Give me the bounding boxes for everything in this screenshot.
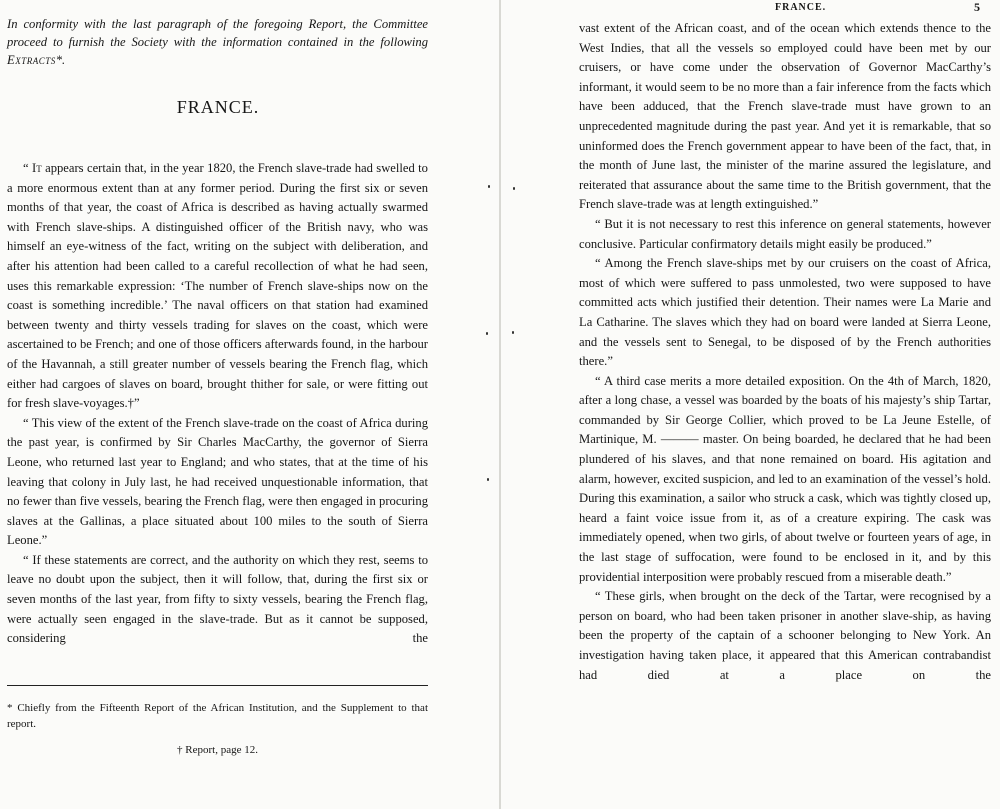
intro-footnote-mark: *. — [55, 53, 66, 67]
paragraph: “ It appears certain that, in the year 1820, the French slave-trade had swelled to a more enormous extent than at any former period. During the first six or seven months of that year, the coast of Africa is described as having actually swarmed with French slave-ships. A distinguished officer of the British navy, who was himself an eye-witness of the fact, writing on the subject with deliberation, and after his attention had been called to a careful recollection of what he had seen, uses this remarkable expression: ‘The number of French slave-ships now on the coast is something incredible.’ The naval officers on that station had examined between twenty and thirty vessels trading for slaves on the coast, which were ascertained to be French; and one of those officers afterwards found, in the harbour of the Havannah, a still greater number of vessels bearing the French flag, which either had cargoes of slaves on board, brought thither for sale, or were fitting out for fresh slave-voyages.†” — [7, 161, 428, 411]
scan-speck — [512, 331, 514, 334]
paragraph: “ This view of the extent of the French slave-trade on the coast of Africa during the past year, is confirmed by Sir Charles MacCarthy, the governor of Sierra Leone, who returned last year to England; and who states, that at the time of his leaving that colony in July last, he had received unquestionable information, that no fewer than five vessels, bearing the French flag, were then engaged in procuring slaves at the Gallinas, a place situated about 100 miles to the south of Sierra Leone.” — [7, 415, 428, 548]
intro-text: In conformity with the last paragraph of the foregoing Report, the Committee proceed to furnish the Society with the information contained in the following — [7, 17, 428, 49]
paragraph: “ If these statements are correct, and the authority on which they rest, seems to leave no doubt upon the subject, then it will follow, that, during the first six or seven months of the last year, from fifty to sixty vessels, bearing the French flag, were actually seen engaged in the slave-trade. But as it cannot be supposed, considering the — [7, 552, 428, 646]
running-head: FRANCE. — [775, 2, 827, 13]
paragraph: “ Among the French slave-ships met by our cruisers on the coast of Africa, most of which were suffered to pass unmolested, two were supposed to have committed acts which justified their detention. Their names were La Marie and La Catharine. The slaves which they had on board were landed at Sierra Leone, and the vessels sent to Senegal, to be disposed of by the French authorities there.” — [579, 256, 991, 369]
intro-note — [7, 15, 428, 69]
intro-extracts-word: Extracts — [7, 53, 56, 67]
footnotes — [7, 700, 428, 758]
section-heading: FRANCE. — [176, 97, 260, 117]
scan-speck — [488, 185, 490, 188]
right-page — [500, 0, 1000, 809]
footnote-1: * Chiefly from the Fifteenth Report of the African Institution, and the Supplement to that report. — [7, 702, 428, 730]
scan-speck — [486, 332, 488, 335]
scan-speck — [513, 187, 515, 190]
paragraph-text: appears certain that, in the year 1820, the French slave-trade had swelled to a more enormous extent than at any former period. During the first six or seven months of that year, the coast of Africa is described as having actually swarmed with French slave-ships. A distinguished officer of the British navy, who was himself an eye-witness of the fact, writing on the subject with deliberation, and after his attention had been called to a careful recollection of what he had seen, uses this remarkable expression: ‘The number of French slave-ships now on the coast is something incredible.’ The naval officers on that station had examined between twenty and thirty vessels trading for slaves on the coast, which were ascertained to be French; and one of those officers afterwards found, in the harbour of the Havannah, a still greater number of vessels bearing the French flag, which either had cargoes of slaves on board, brought thither for sale, or were fitting out for fresh slave-voyages.†” — [7, 161, 428, 411]
right-body-text — [579, 19, 991, 685]
footnote-2: † Report, page 12. — [177, 744, 258, 756]
paragraph: “ A third case merits a more detailed exposition. On the 4th of March, 1820, after a long chase, a vessel was boarded by the boats of his majesty’s ship Tartar, commanded by Sir George Collier, which proved to be La Jeune Estelle, of Martinique, M. ——— master. On being boarded, he declared that he had been plundered of his slaves, and that none remained on board. His agitation and alarm, however, excited suspicion, and led to an examination of the vessel’s hold. During this examination, a sailor who struck a cask, which was tightly closed up, heard a faint voice issue from it, as of a creature expiring. The cask was immediately opened, when two girls, of about twelve or fourteen years of age, in the last stage of suffocation, were found to be enclosed in it, and by this providential interposition were probably rescued from a miserable death.” — [579, 373, 991, 584]
left-body-text — [7, 159, 428, 649]
page-number: 5 — [974, 0, 980, 14]
footnote-rule — [7, 685, 428, 686]
paragraph: vast extent of the African coast, and of the ocean which extends thence to the West Indies, that all the vessels so employed could have been met by our cruisers, or have come under the observation of Governor MacCarthy’s informant, it would seem to be no more than a fair inference from the facts which have been adduced, that the French slave-trade must have grown to an unprecedented magnitude during the past year. And yet it is remarkable, that so uninformed does the French government appear to have been of the fact, that, in the month of June last, the minister of the marine assured the legislature, and reiterated that assurance about the same time to the British government, that the French slave-trade was at length extinguished.” — [579, 21, 991, 212]
paragraph: “ But it is not necessary to rest this inference on general statements, however conclusive. Particular confirmatory details might easily be produced.” — [579, 216, 991, 251]
scan-speck — [487, 478, 489, 481]
paragraph: “ These girls, when brought on the deck of the Tartar, were recognised by a person on board, who had been taken prisoner in another slave-ship, as having been the property of the captain of a schooner belonging to New York. An investigation having taken place, it appeared that this American contrabandist had died at a place on the — [579, 589, 991, 682]
paragraph-lead: It — [32, 161, 42, 175]
